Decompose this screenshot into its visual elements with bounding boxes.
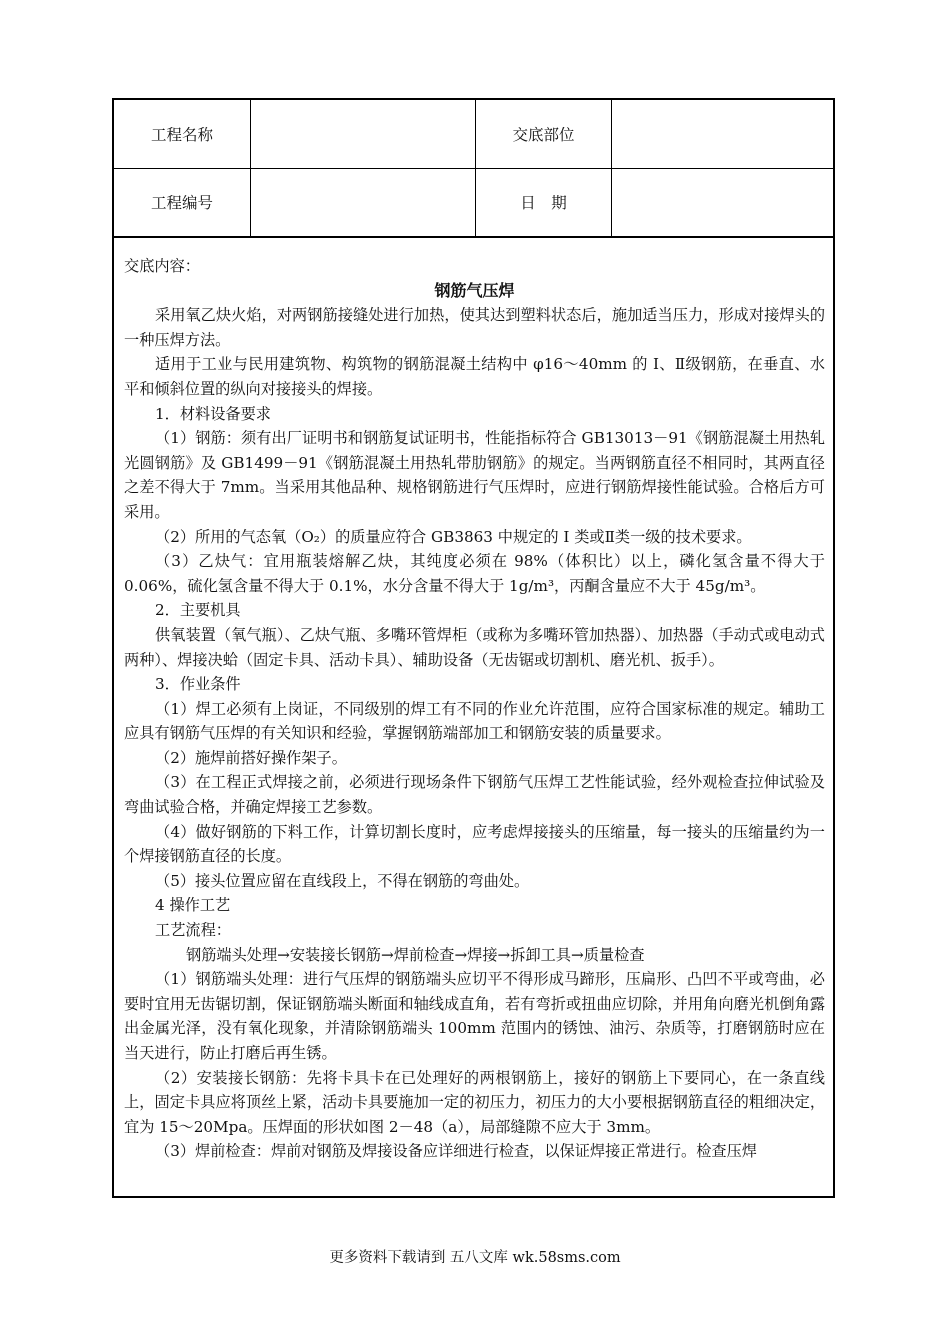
section-heading: 3．作业条件 <box>155 675 241 694</box>
project-number-label: 工程编号 <box>114 168 251 236</box>
paragraph: 供氧装置（氧气瓶）、乙炔气瓶、多嘴环管焊柜（或称为多嘴环管加热器）、加热器（手动式或电动式两种）、焊接决蛤（固定卡具、活动卡具）、辅助设备（无齿锯或切割机、磨光机、扳手）。 <box>124 625 825 669</box>
date-value[interactable] <box>612 168 833 236</box>
project-name-label: 工程名称 <box>114 100 251 168</box>
paragraph: 工艺流程： <box>155 921 231 940</box>
section-heading: 1．材料设备要求 <box>155 404 271 423</box>
paragraph: （5）接头位置应留在直线段上，不得在钢筋的弯曲处。 <box>155 871 530 890</box>
paragraph: 适用于工业与民用建筑物、构筑物的钢筋混凝土结构中 φ16～40mm 的 I、Ⅱ级钢筋，在垂直、水平和倾斜位置的纵向对接接头的焊接。 <box>124 355 825 398</box>
paragraph: （3）在工程正式焊接之前，必须进行现场条件下钢筋气压焊工艺性能试验，经外观检查拉伸试验及弯曲试验合格，并确定焊接工艺参数。 <box>124 773 825 817</box>
paragraph: （1）钢筋端头处理：进行气压焊的钢筋端头应切平不得形成马蹄形，压扁形、凸凹不平或弯曲，必要时宜用无齿锯切割，保证钢筋端头断面和轴线成直角，若有弯折或扭曲应切除，并用角向磨光机倒角露出金属光泽，没有氧化现象，并清除钢筋端头 100mm 范围内的锈蚀、油污、杂质等，打磨钢筋时应在当天进行，防止打磨后再生锈。 <box>124 970 825 1062</box>
date-label: 日 期 <box>476 168 612 236</box>
paragraph: （1）钢筋：须有出厂证明书和钢筋复试证明书，性能指标符合 GB13013－91《钢筋混凝土用热轧光圆钢筋》及 GB1499－91《钢筋混凝土用热轧带肋钢筋》的规定。当两钢筋直径不相同时，其两直径之差不得大于 7mm。当采用其他品种、规格钢筋进行气压焊时，应进行钢筋焊接性能试验。合格后方可采用。 <box>124 429 825 521</box>
paragraph: （2）所用的气态氧（O₂）的质量应符合 GB3863 中规定的 I 类或Ⅱ类一级的技术要求。 <box>155 527 752 546</box>
paragraph: （1）焊工必须有上岗证，不同级别的焊工有不同的作业允许范围，应符合国家标准的规定。辅助工应具有钢筋气压焊的有关知识和经验，掌握钢筋端部加工和钢筋安装的质量要求。 <box>124 699 825 743</box>
disclosure-location-value[interactable] <box>612 100 833 168</box>
paragraph: （4）做好钢筋的下料工作，计算切割长度时，应考虑焊接接头的压缩量，每一接头的压缩量约为一个焊接钢筋直径的长度。 <box>124 822 825 866</box>
paragraph: （2）施焊前搭好操作架子。 <box>155 748 347 767</box>
section-heading: 2．主要机具 <box>155 601 241 620</box>
paragraph: （3）焊前检查：焊前对钢筋及焊接设备应详细进行检查，以保证焊接正常进行。检查压焊 <box>155 1142 757 1161</box>
header-row-project-name <box>114 100 833 169</box>
paragraph: （2）安装接长钢筋：先将卡具卡在已处理好的两根钢筋上，接好的钢筋上下要同心，在一条直线上，固定卡具应将顶丝上紧，活动卡具要施加一定的初压力，初压力的大小要根据钢筋直径的粗细决定，宜为 15～20Mpa。压焊面的形状如图 2－48（a），局部缝隙不应大于 3mm。 <box>124 1068 825 1136</box>
project-number-value[interactable] <box>251 168 476 236</box>
document-title: 钢筋气压焊 <box>434 280 515 300</box>
intro-label: 交底内容： <box>124 257 200 275</box>
header-row-project-number <box>114 168 833 238</box>
project-name-value[interactable] <box>251 100 476 168</box>
process-flow: 钢筋端头处理→安装接长钢筋→焊前检查→焊接→拆卸工具→质量检查 <box>186 945 645 964</box>
footer-link[interactable]: 更多资料下载请到 五八文库 wk.58sms.com <box>329 1250 621 1266</box>
disclosure-content <box>124 254 825 1164</box>
disclosure-form <box>112 98 835 1198</box>
section-heading: 4 操作工艺 <box>155 896 231 915</box>
paragraph: （3）乙炔气：宜用瓶装熔解乙炔，其纯度必须在 98%（体积比）以上，磷化氢含量不得大于 0.06%，硫化氢含量不得大于 0.1%，水分含量不得大于 1g/m³，丙酮含量应不大于 45g/m³。 <box>124 552 825 595</box>
disclosure-location-label: 交底部位 <box>476 100 612 168</box>
paragraph: 采用氧乙炔火焰，对两钢筋接缝处进行加热，使其达到塑料状态后，施加适当压力，形成对接焊头的一种压焊方法。 <box>124 306 825 349</box>
